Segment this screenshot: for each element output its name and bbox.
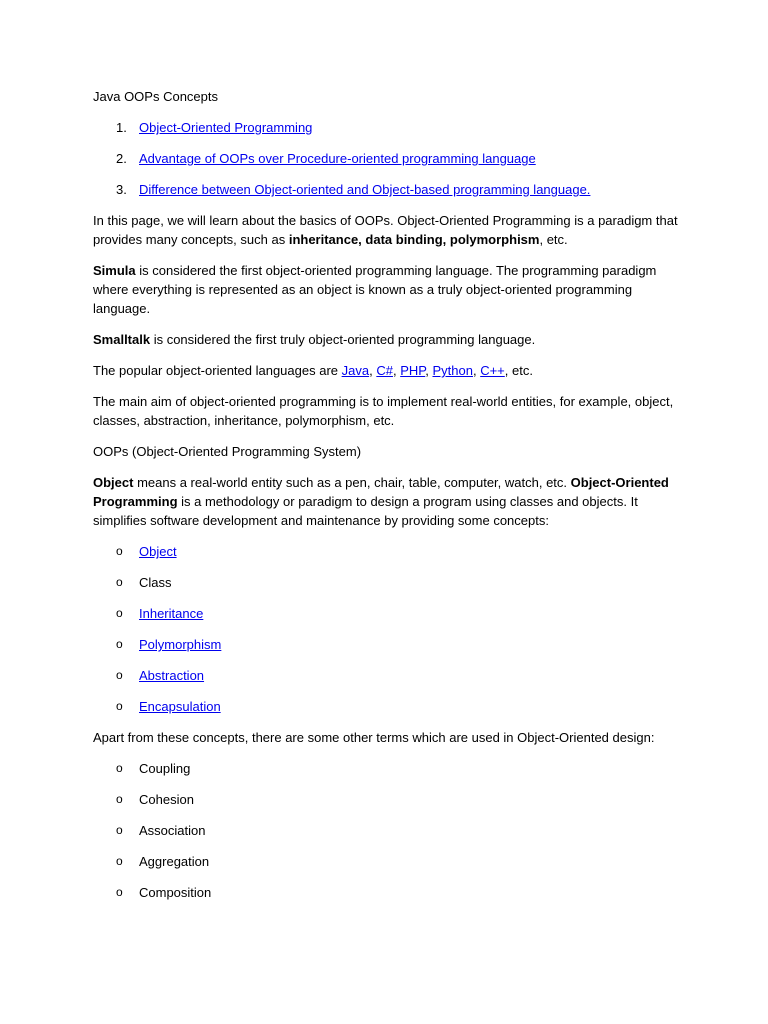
list-item [93,604,683,623]
popular-languages-paragraph [93,361,683,380]
intro-text: In this page, we will learn about the basics of OOPs. Object-Oriented Programming is a paradigm that provides many concepts, such as [93,213,678,247]
oops-heading: OOPs (Object-Oriented Programming System) [93,444,362,459]
toc-link-advantage-of-oops[interactable]: Advantage of OOPs over Procedure-oriented programming language [139,151,536,166]
object-term: Object [93,475,134,490]
separator: , [425,363,433,378]
separator: , [369,363,377,378]
smalltalk-paragraph [93,330,683,349]
term-aggregation: Aggregation [139,854,210,869]
list-item [93,852,683,871]
intro-text-end: , etc. [539,232,568,247]
circle-bullet-icon: o [116,885,123,899]
language-link-python[interactable]: Python [432,363,473,378]
object-definition-paragraph [93,473,683,530]
simula-paragraph [93,261,683,318]
list-item [93,573,683,592]
concept-class: Class [139,575,172,590]
term-association: Association [139,823,206,838]
toc-item [93,118,683,137]
circle-bullet-icon: o [116,668,123,682]
intro-paragraph [93,211,683,249]
toc-item [93,149,683,168]
smalltalk-term: Smalltalk [93,332,151,347]
toc-link-difference-object-oriented-object-based[interactable]: Difference between Object-oriented and Object-based programming language. [139,182,591,197]
toc-number: 3. [116,182,127,197]
oop-text: is a methodology or paradigm to design a program using classes and objects. It simplifies software development and maintenance by providing some concepts: [93,494,638,528]
list-item [93,542,683,561]
toc-link-object-oriented-programming[interactable]: Object-Oriented Programming [139,120,313,135]
circle-bullet-icon: o [116,575,123,589]
simula-term: Simula [93,263,136,278]
list-item [93,821,683,840]
concepts-list [93,542,683,716]
concept-link-polymorphism[interactable]: Polymorphism [139,637,222,652]
concept-link-abstraction[interactable]: Abstraction [139,668,205,683]
object-text: means a real-world entity such as a pen, chair, table, computer, watch, etc. [133,475,571,490]
toc-number: 2. [116,151,127,166]
popular-text-end: , etc. [504,363,533,378]
table-of-contents [93,118,683,199]
simula-text: is considered the first object-oriented programming language. The programming paradigm where everything is represented as an object is known as a truly object-oriented programming language. [93,263,657,316]
language-link-java[interactable]: Java [341,363,370,378]
other-terms-intro: Apart from these concepts, there are some other terms which are used in Object-Oriented design: [93,730,655,745]
term-composition: Composition [139,885,212,900]
list-item [93,666,683,685]
language-link-cpp[interactable]: C++ [480,363,505,378]
list-item [93,635,683,654]
document-page [93,87,683,914]
toc-item [93,180,683,199]
list-item [93,883,683,902]
circle-bullet-icon: o [116,854,123,868]
language-link-csharp[interactable]: C# [376,363,393,378]
circle-bullet-icon: o [116,637,123,651]
circle-bullet-icon: o [116,544,123,558]
list-item [93,790,683,809]
main-aim-paragraph: The main aim of object-oriented programming is to implement real-world entities, for example, object, classes, abstraction, inheritance, polymorphism, etc. [93,394,674,428]
language-link-php[interactable]: PHP [400,363,426,378]
other-terms-list [93,759,683,902]
list-item [93,697,683,716]
separator: , [392,363,401,378]
circle-bullet-icon: o [116,792,123,806]
oop-term: Object-Oriented Programming [93,475,669,509]
term-coupling: Coupling [139,761,191,776]
concept-link-object[interactable]: Object [139,544,177,559]
toc-number: 1. [116,120,127,135]
term-cohesion: Cohesion [139,792,194,807]
circle-bullet-icon: o [116,761,123,775]
circle-bullet-icon: o [116,699,123,713]
concept-link-encapsulation[interactable]: Encapsulation [139,699,221,714]
circle-bullet-icon: o [116,823,123,837]
popular-text: The popular object-oriented languages are [93,363,342,378]
smalltalk-text: is considered the first truly object-oriented programming language. [150,332,536,347]
list-item [93,759,683,778]
concept-link-inheritance[interactable]: Inheritance [139,606,204,621]
intro-bold-terms: inheritance, data binding, polymorphism [288,232,540,247]
circle-bullet-icon: o [116,606,123,620]
separator: , [472,363,481,378]
page-title: Java OOPs Concepts [93,89,218,104]
